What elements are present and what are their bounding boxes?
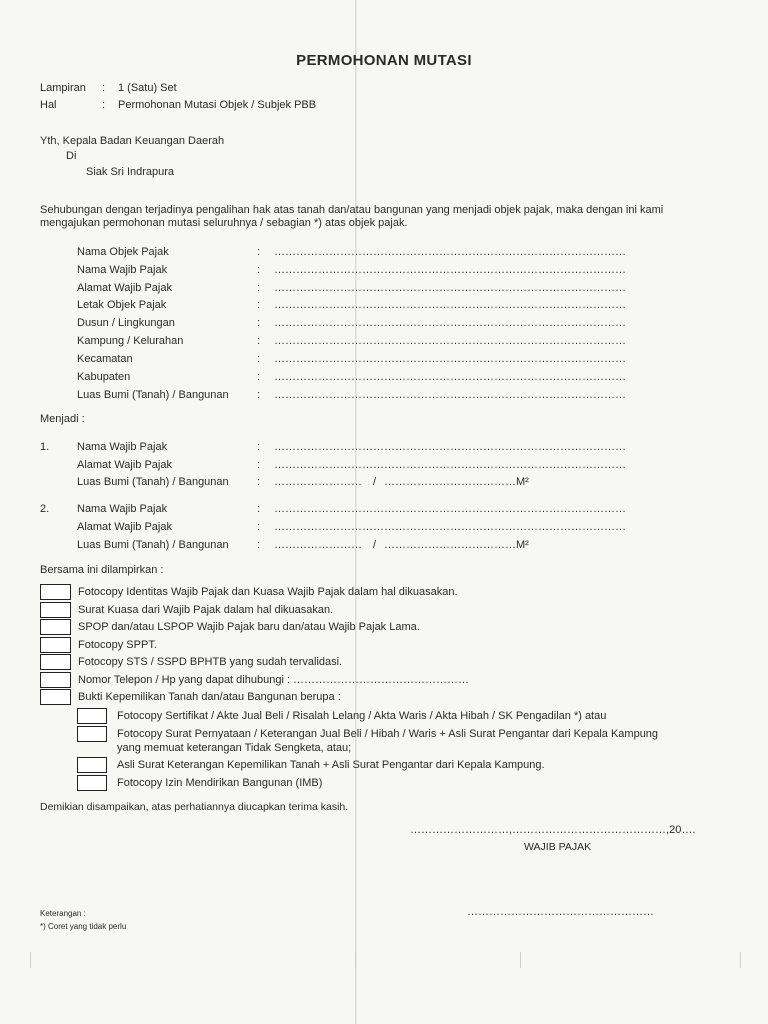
field-colon: : [257, 459, 261, 471]
attachment-label: Fotocopy Identitas Wajib Pajak dan Kuasa Wajib Pajak dalam hal dikuasakan. [78, 586, 458, 598]
field-colon: : [257, 264, 261, 276]
field-dotline[interactable]: …………………………………………………………………………………… [274, 264, 626, 276]
recipient-alamat-label: Alamat Wajib Pajak [77, 521, 172, 533]
field-label: Alamat Wajib Pajak [77, 282, 172, 294]
field-colon: : [257, 521, 261, 533]
attachment-checkbox[interactable] [40, 619, 71, 635]
recipient-luas-label: Luas Bumi (Tanah) / Bangunan [77, 476, 229, 488]
luas-slash: / [373, 476, 377, 488]
field-colon: : [257, 389, 261, 401]
lampiran-label: Lampiran [40, 82, 86, 94]
luas-bangunan-dotline[interactable]: ………………………………M² [384, 539, 529, 551]
luas-bangunan-dotline[interactable]: ………………………………M² [384, 476, 529, 488]
field-label: Luas Bumi (Tanah) / Bangunan [77, 389, 229, 401]
hal-colon: : [102, 99, 106, 111]
field-dotline[interactable]: …………………………………………………………………………………… [274, 246, 626, 258]
lampiran-colon: : [102, 82, 106, 94]
date-dotline[interactable]: ………………………,……………………………………,20…. [410, 824, 696, 836]
field-label: Nama Objek Pajak [77, 246, 169, 258]
field-dotline[interactable]: …………………………………………………………………………………… [274, 503, 626, 515]
field-label: Kampung / Kelurahan [77, 335, 184, 347]
closing-text: Demikian disampaikan, atas perhatiannya diucapkan terima kasih. [40, 801, 349, 813]
document-title: PERMOHONAN MUTASI [296, 52, 472, 69]
ownership-doc-checkbox[interactable] [77, 775, 107, 791]
scan-artifact [740, 952, 741, 968]
notes-label: Keterangan : [40, 909, 86, 918]
field-colon: : [257, 317, 261, 329]
signer-label: WAJIB PAJAK [524, 841, 592, 853]
ownership-doc-label: Fotocopy Surat Pernyataan / Keterangan Jual Beli / Hibah / Waris + Asli Surat Pengantar dari Kepala Kampung [117, 728, 659, 740]
field-colon: : [257, 371, 261, 383]
field-dotline[interactable]: …………………………………………………………………………………… [274, 371, 626, 383]
field-label: Nama Wajib Pajak [77, 264, 168, 276]
attachment-label: SPOP dan/atau LSPOP Wajib Pajak baru dan/atau Wajib Pajak Lama. [78, 621, 420, 633]
field-colon: : [257, 246, 261, 258]
ownership-doc-checkbox[interactable] [77, 708, 107, 724]
field-colon: : [257, 335, 261, 347]
attachment-checkbox[interactable] [40, 584, 71, 600]
attachment-label: Nomor Telepon / Hp yang dapat dihubungi : ………………………………………… [78, 674, 470, 686]
attachment-label: Fotocopy SPPT. [78, 639, 157, 651]
field-label: Kecamatan [77, 353, 133, 365]
field-colon: : [257, 539, 261, 551]
ownership-doc-checkbox[interactable] [77, 757, 107, 773]
field-colon: : [257, 503, 261, 515]
scan-artifact [30, 952, 31, 968]
recipient-nama-label: Nama Wajib Pajak [77, 441, 168, 453]
field-colon: : [257, 282, 261, 294]
attachment-label: Fotocopy STS / SSPD BPHTB yang sudah tervalidasi. [78, 656, 343, 668]
attachments-label: Bersama ini dilampirkan : [40, 564, 164, 576]
field-dotline[interactable]: …………………………………………………………………………………… [274, 521, 626, 533]
intro-line1: Sehubungan dengan terjadinya pengalihan hak atas tanah dan/atau bangunan yang menjadi objek pajak, maka dengan ini kami [40, 204, 664, 216]
field-dotline[interactable]: …………………………………………………………………………………… [274, 389, 626, 401]
recipient-number: 2. [40, 503, 50, 515]
attachment-label: Surat Kuasa dari Wajib Pajak dalam hal dikuasakan. [78, 604, 334, 616]
menjadi-label: Menjadi : [40, 413, 85, 425]
addressee-line2: Di [66, 150, 77, 162]
addressee-line3: Siak Sri Indrapura [86, 166, 175, 178]
field-colon: : [257, 353, 261, 365]
luas-tanah-dotline[interactable]: …………………… [274, 476, 362, 488]
field-dotline[interactable]: …………………………………………………………………………………… [274, 353, 626, 365]
field-label: Letak Objek Pajak [77, 299, 167, 311]
field-colon: : [257, 441, 261, 453]
ownership-doc-label: Fotocopy Izin Mendirikan Bangunan (IMB) [117, 777, 323, 789]
ownership-doc-label: Asli Surat Keterangan Kepemilikan Tanah + Asli Surat Pengantar dari Kepala Kampung. [117, 759, 545, 771]
ownership-doc-checkbox[interactable] [77, 726, 107, 742]
notes-text: *) Coret yang tidak perlu [40, 922, 127, 931]
recipient-number: 1. [40, 441, 50, 453]
hal-label: Hal [40, 99, 57, 111]
ownership-doc-label-continued: yang memuat keterangan Tidak Sengketa, atau; [117, 742, 352, 754]
intro-line2: mengajukan permohonan mutasi seluruhnya / sebagian *) atas objek pajak. [40, 217, 408, 229]
field-dotline[interactable]: …………………………………………………………………………………… [274, 335, 626, 347]
attachment-checkbox[interactable] [40, 637, 71, 653]
luas-tanah-dotline[interactable]: …………………… [274, 539, 362, 551]
attachment-checkbox[interactable] [40, 602, 71, 618]
field-dotline[interactable]: …………………………………………………………………………………… [274, 282, 626, 294]
field-label: Kabupaten [77, 371, 131, 383]
luas-slash: / [373, 539, 377, 551]
field-colon: : [257, 476, 261, 488]
scan-artifact [355, 952, 356, 968]
field-label: Dusun / Lingkungan [77, 317, 175, 329]
recipient-luas-label: Luas Bumi (Tanah) / Bangunan [77, 539, 229, 551]
attachment-checkbox[interactable] [40, 672, 71, 688]
attachment-checkbox[interactable] [40, 654, 71, 670]
attachment-checkbox[interactable] [40, 689, 71, 705]
hal-value: Permohonan Mutasi Objek / Subjek PBB [118, 99, 317, 111]
ownership-doc-label: Fotocopy Sertifikat / Akte Jual Beli / Risalah Lelang / Akta Waris / Akta Hibah / SK Pengadilan *) atau [117, 710, 607, 722]
signature-dotline[interactable]: …………………………………………… [467, 906, 654, 918]
scan-artifact [520, 952, 521, 968]
field-dotline[interactable]: …………………………………………………………………………………… [274, 459, 626, 471]
field-dotline[interactable]: …………………………………………………………………………………… [274, 441, 626, 453]
attachment-label: Bukti Kepemilikan Tanah dan/atau Bangunan berupa : [78, 691, 341, 703]
field-colon: : [257, 299, 261, 311]
lampiran-value: 1 (Satu) Set [118, 82, 177, 94]
recipient-alamat-label: Alamat Wajib Pajak [77, 459, 172, 471]
field-dotline[interactable]: …………………………………………………………………………………… [274, 317, 626, 329]
field-dotline[interactable]: …………………………………………………………………………………… [274, 299, 626, 311]
recipient-nama-label: Nama Wajib Pajak [77, 503, 168, 515]
addressee-line1: Yth, Kepala Badan Keuangan Daerah [40, 135, 225, 147]
